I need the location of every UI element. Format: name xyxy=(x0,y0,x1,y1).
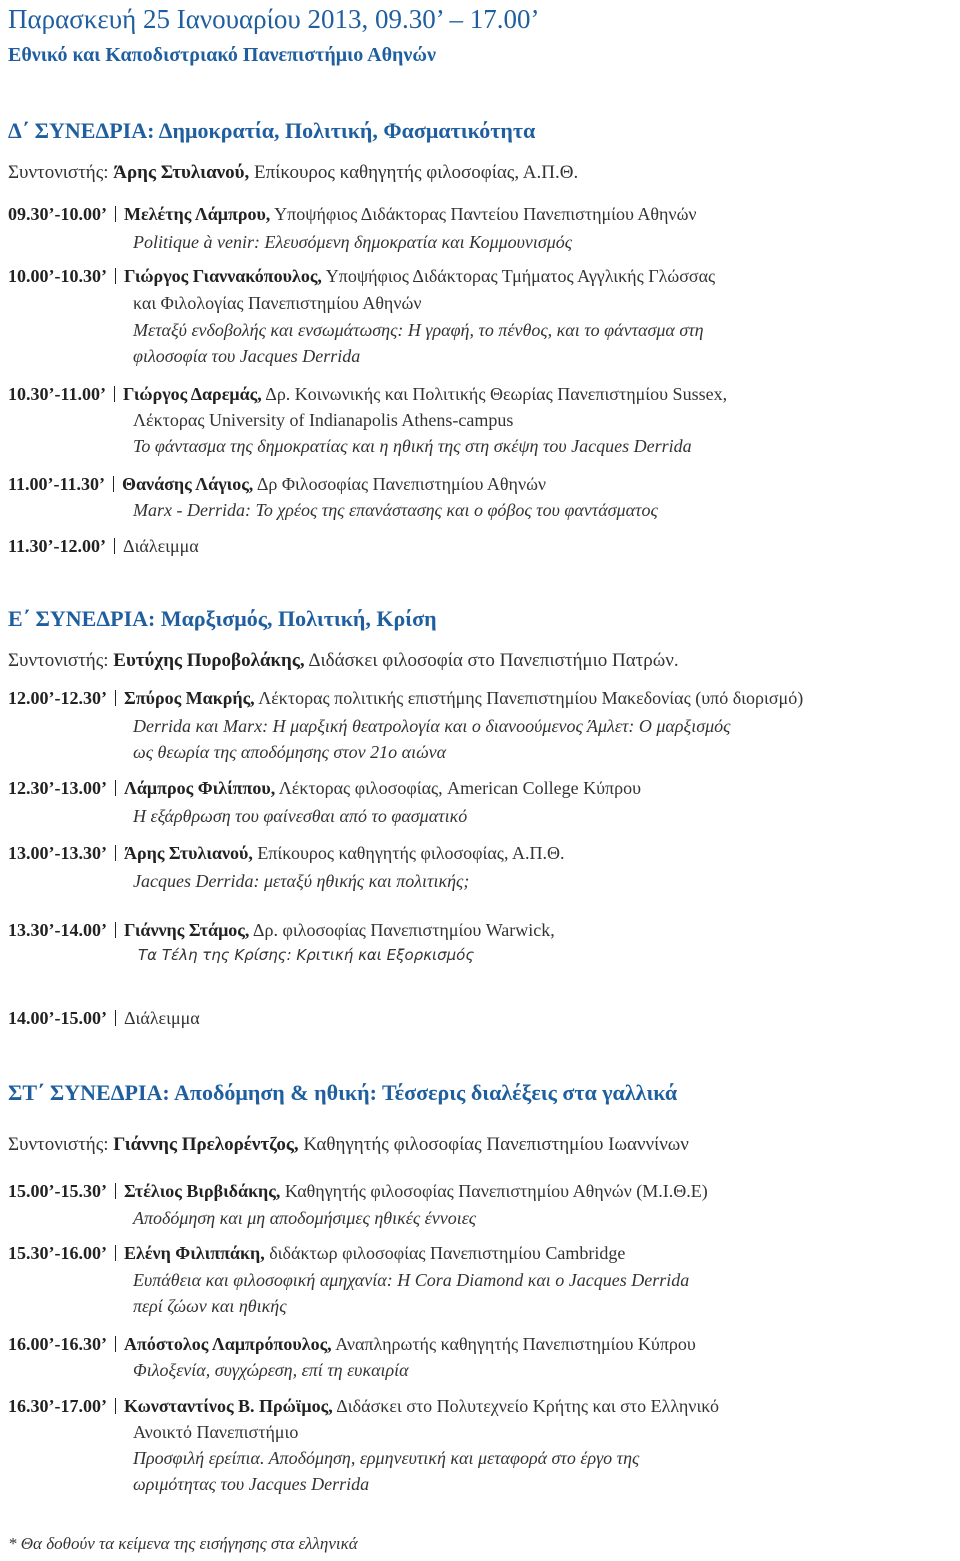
talk-time: 12.00’-12.30’ xyxy=(8,688,107,708)
speaker-name: Άρης Στυλιανού, xyxy=(123,843,253,863)
speaker-name: Γιάννης Στάμος, xyxy=(123,920,250,940)
session-5-title: Ε΄ ΣΥΝΕΔΡΙΑ: Μαρξισμός, Πολιτική, Κρίση xyxy=(8,606,437,631)
speaker-affiliation: και Φιλολογίας Πανεπιστημίου Αθηνών xyxy=(133,293,422,313)
talk-time: 11.30’-12.00’ xyxy=(8,536,106,556)
divider xyxy=(115,922,116,938)
speaker-name: Σπύρος Μακρής, xyxy=(123,688,255,708)
divider xyxy=(115,1010,116,1026)
speaker-name: Γιώργος Δαρεμάς, xyxy=(123,384,262,404)
divider xyxy=(115,845,116,861)
speaker-affiliation: Ανοικτό Πανεπιστήμιο xyxy=(133,1422,299,1442)
talk-row: 12.30’-13.00’ Λάμπρος Φιλίππου, Λέκτορας φιλοσοφίας, American College Κύπρου xyxy=(8,778,641,798)
talk-time: 10.30’-11.00’ xyxy=(8,384,106,404)
talk-title: Προσφιλή ερείπια. Αποδόμηση, ερμηνευτική και μεταφορά στο έργο της xyxy=(133,1448,640,1468)
speaker-affiliation: Λέκτορας University of Indianapolis Athens-campus xyxy=(133,410,514,430)
talk-time: 13.00’-13.30’ xyxy=(8,843,107,863)
talk-time: 15.00’-15.30’ xyxy=(8,1181,107,1201)
divider xyxy=(114,386,115,402)
talk-title-cont: περί ζώων και ηθικής xyxy=(133,1296,287,1316)
talk-title: Η εξάρθρωση του φαίνεσθαι από το φασματικό xyxy=(133,806,468,826)
divider xyxy=(115,1398,116,1414)
talk-time: 14.00’-15.00’ xyxy=(8,1008,107,1028)
divider xyxy=(114,538,115,554)
talk-title: Derrida και Marx: Η μαρξική θεατρολογία και ο διανοούμενος Άμλετ: Ο μαρξισμός xyxy=(133,716,731,736)
divider xyxy=(115,780,116,796)
footnote: * Θα δοθούν τα κείμενα της εισήγησης στα ελληνικά xyxy=(8,1534,358,1553)
talk-title: Τα Τέλη της Κρίσης: Κριτική και Εξορκισμός xyxy=(138,946,475,964)
talk-row: 11.00’-11.30’ Θανάσης Λάγιος, Δρ Φιλοσοφίας Πανεπιστημίου Αθηνών xyxy=(8,474,547,494)
speaker-name: Ελένη Φιλιππάκη, xyxy=(123,1243,265,1263)
talk-row: 16.30’-17.00’ Κωνσταντίνος Β. Πρώϊμος, Διδάσκει στο Πολυτεχνείο Κρήτης και στο Ελληνικό xyxy=(8,1396,719,1416)
talk-title: Αποδόμηση και μη αποδομήσιμες ηθικές έννοιες xyxy=(133,1208,477,1228)
speaker-name: Στέλιος Βιρβιδάκης, xyxy=(123,1181,281,1201)
talk-title-cont: φιλοσοφία του Jacques Derrida xyxy=(133,346,361,366)
session-4-title: Δ΄ ΣΥΝΕΔΡΙΑ: Δημοκρατία, Πολιτική, Φασματικότητα xyxy=(8,118,536,143)
talk-row: 15.30’-16.00’ Ελένη Φιλιππάκη, διδάκτωρ φιλοσοφίας Πανεπιστημίου Cambridge xyxy=(8,1243,626,1263)
talk-time: 13.30’-14.00’ xyxy=(8,920,107,940)
talk-time: 11.00’-11.30’ xyxy=(8,474,105,494)
talk-title: Marx - Derrida: Το χρέος της επανάστασης και ο φόβος του φαντάσματος xyxy=(133,500,658,520)
coordinator-name: Ευτύχης Πυροβολάκης, xyxy=(113,650,305,671)
session-6-title: ΣΤ΄ ΣΥΝΕΔΡΙΑ: Αποδόμηση & ηθική: Τέσσερις διαλέξεις στα γαλλικά xyxy=(8,1080,678,1105)
session-4-coordinator: Συντονιστής: Άρης Στυλιανού, Επίκουρος καθηγητής φιλοσοφίας, Α.Π.Θ. xyxy=(8,162,579,183)
break-row: 14.00’-15.00’ Διάλειμμα xyxy=(8,1008,200,1028)
divider xyxy=(113,476,114,492)
talk-row: 09.30’-10.00’ Μελέτης Λάμπρου, Υποψήφιος Διδάκτορας Παντείου Πανεπιστημίου Αθηνών xyxy=(8,204,697,224)
divider xyxy=(115,1245,116,1261)
talk-row: 12.00’-12.30’ Σπύρος Μακρής, Λέκτορας πολιτικής επιστήμης Πανεπιστημίου Μακεδονίας (υπό διορισμό) xyxy=(8,688,804,708)
speaker-name: Γιώργος Γιαννακόπουλος, xyxy=(123,266,322,286)
divider xyxy=(115,206,116,222)
talk-title: Μεταξύ ενδοβολής και ενσωμάτωσης: Η γραφή, το πένθος, και το φάντασμα στη xyxy=(133,320,704,340)
talk-time: 12.30’-13.00’ xyxy=(8,778,107,798)
talk-title-cont: ωριμότητας του Jacques Derrida xyxy=(133,1474,370,1494)
session-5-coordinator: Συντονιστής: Ευτύχης Πυροβολάκης, Διδάσκει φιλοσοφία στο Πανεπιστήμιο Πατρών. xyxy=(8,650,679,671)
talk-row: 15.00’-15.30’ Στέλιος Βιρβιδάκης, Καθηγητής φιλοσοφίας Πανεπιστημίου Αθηνών (Μ.Ι.Θ.Ε) xyxy=(8,1181,708,1201)
speaker-name: Απόστολος Λαμπρόπουλος, xyxy=(123,1334,332,1354)
talk-title: Jacques Derrida: μεταξύ ηθικής και πολιτικής; xyxy=(133,871,470,891)
break-row: 11.30’-12.00’ Διάλειμμα xyxy=(8,536,199,556)
program-venue: Εθνικό και Καποδιστριακό Πανεπιστήμιο Αθηνών xyxy=(8,44,436,66)
coordinator-name: Άρης Στυλιανού, xyxy=(113,162,250,183)
talk-title: Politique à venir: Ελευσόμενη δημοκρατία και Κομμουνισμός xyxy=(133,232,573,252)
speaker-name: Λάμπρος Φιλίππου, xyxy=(123,778,276,798)
speaker-name: Θανάσης Λάγιος, xyxy=(122,474,254,494)
talk-row: 13.30’-14.00’ Γιάννης Στάμος, Δρ. φιλοσοφίας Πανεπιστημίου Warwick, xyxy=(8,920,555,940)
talk-time: 15.30’-16.00’ xyxy=(8,1243,107,1263)
talk-time: 10.00’-10.30’ xyxy=(8,266,107,286)
talk-row: 10.00’-10.30’ Γιώργος Γιαννακόπουλος, Υποψήφιος Διδάκτορας Τμήματος Αγγλικής Γλώσσας xyxy=(8,266,716,286)
talk-title: Φιλοξενία, συγχώρεση, επί τη ευκαιρία xyxy=(133,1360,409,1380)
talk-time: 09.30’-10.00’ xyxy=(8,204,107,224)
divider xyxy=(115,1183,116,1199)
speaker-name: Κωνσταντίνος Β. Πρώϊμος, xyxy=(123,1396,333,1416)
talk-row: 10.30’-11.00’ Γιώργος Δαρεμάς, Δρ. Κοινωνικής και Πολιτικής Θεωρίας Πανεπιστημίου Sussex, xyxy=(8,384,728,404)
coordinator-name: Γιάννης Πρελορέντζος, xyxy=(113,1134,299,1155)
talk-time: 16.30’-17.00’ xyxy=(8,1396,107,1416)
talk-row: 13.00’-13.30’ Άρης Στυλιανού, Επίκουρος καθηγητής φιλοσοφίας, Α.Π.Θ. xyxy=(8,843,565,863)
talk-time: 16.00’-16.30’ xyxy=(8,1334,107,1354)
divider xyxy=(115,268,116,284)
talk-title: Το φάντασμα της δημοκρατίας και η ηθική της στη σκέψη του Jacques Derrida xyxy=(133,436,692,456)
talk-title: Ευπάθεια και φιλοσοφική αμηχανία: Η Cora Diamond και ο Jacques Derrida xyxy=(133,1270,690,1290)
program-date: Παρασκευή 25 Ιανουαρίου 2013, 09.30’ – 17.00’ xyxy=(8,4,540,34)
divider xyxy=(115,1336,116,1352)
speaker-name: Μελέτης Λάμπρου, xyxy=(123,204,271,224)
talk-row: 16.00’-16.30’ Απόστολος Λαμπρόπουλος, Αναπληρωτής καθηγητής Πανεπιστημίου Κύπρου xyxy=(8,1334,696,1354)
talk-title-cont: ως θεωρία της αποδόμησης στον 21ο αιώνα xyxy=(133,742,447,762)
session-6-coordinator: Συντονιστής: Γιάννης Πρελορέντζος, Καθηγητής φιλοσοφίας Πανεπιστημίου Ιωαννίνων xyxy=(8,1134,689,1155)
divider xyxy=(115,690,116,706)
